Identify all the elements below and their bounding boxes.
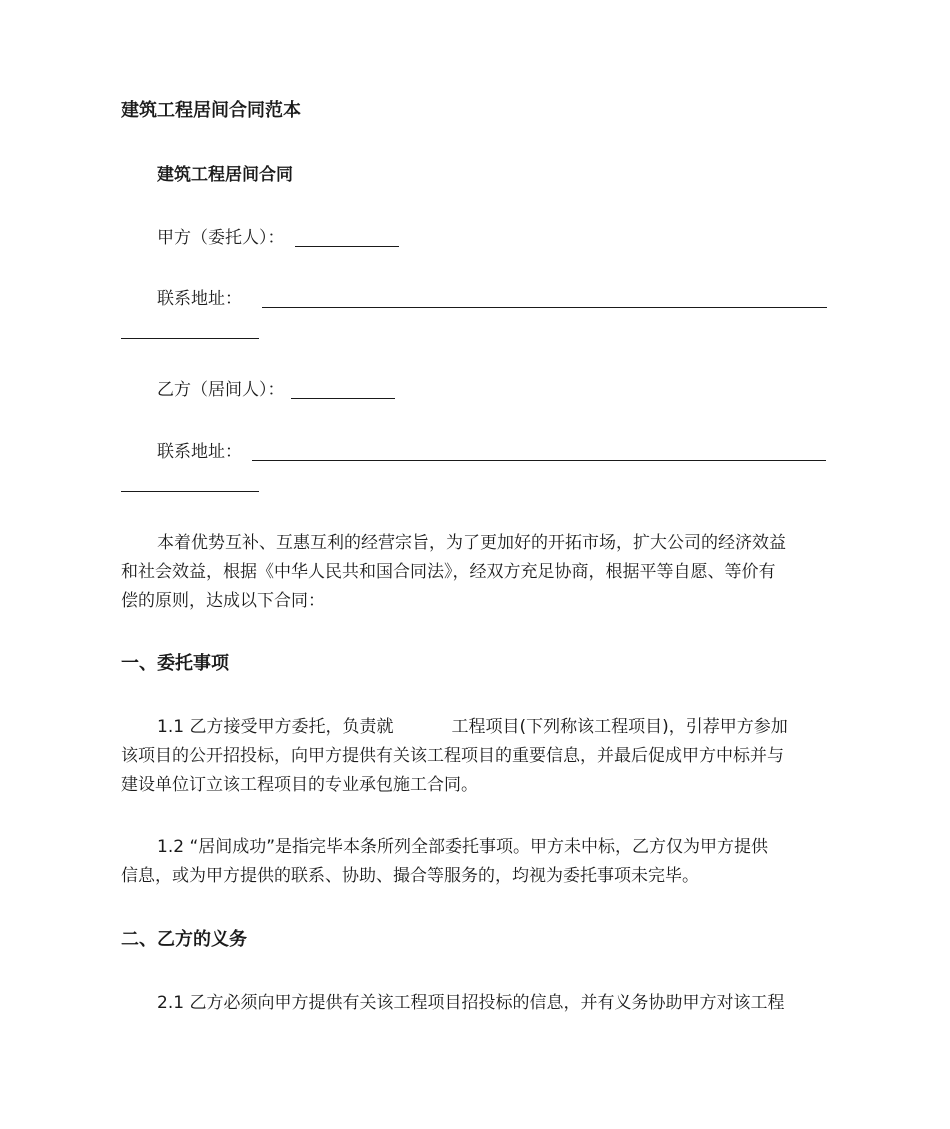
party-a-blank [295, 226, 399, 247]
intro-line-3: 偿的原则，达成以下合同： [121, 591, 325, 611]
clause-1-1-line-3: 建设单位订立该工程项目的专业承包施工合同。 [121, 775, 478, 795]
party-b-label: 乙方（居间人）： [157, 380, 285, 400]
clause-1-2-line-1: 1.2 “居间成功”是指完毕本条所列全部委托事项。甲方未中标，乙方仅为甲方提供 [157, 837, 769, 857]
section-1-heading: 一、委托事项 [121, 653, 229, 674]
party-a-label: 甲方（委托人）： [157, 228, 285, 248]
party-b-line [121, 375, 867, 405]
clause-1-2 [121, 833, 831, 891]
contract-title: 建筑工程居间合同 [157, 165, 293, 185]
intro-line-1: 本着优势互补、互惠互利的经营宗旨，为了更加好的开拓市场，扩大公司的经济效益 [157, 533, 786, 553]
intro-line-2: 和社会效益，根据《中华人民共和国合同法》，经双方充足协商，根据平等自愿、等价有 [121, 562, 776, 582]
section-2-heading: 二、乙方的义务 [121, 929, 247, 950]
document-title: 建筑工程居间合同范本 [121, 100, 301, 121]
clause-1-1-text-b: 工程项目(下列称该工程项目)，引荐甲方参加 [451, 717, 788, 737]
clause-1-1-line-1 [121, 713, 831, 742]
party-a-address-continuation [121, 315, 831, 339]
party-a-address-blank [262, 287, 827, 308]
clause-2-1-line-1: 2.1 乙方必须向甲方提供有关该工程项目招投标的信息，并有义务协助甲方对该工程 [157, 993, 785, 1013]
party-b-address-blank-2 [121, 471, 259, 492]
clause-1-1-line-2: 该项目的公开招投标，向甲方提供有关该工程项目的重要信息，并最后促成甲方中标并与 [121, 746, 784, 766]
intro-paragraph [121, 529, 831, 616]
party-b-address-line [121, 437, 867, 467]
party-a-address-label: 联系地址： [157, 289, 242, 309]
clause-1-1-text-a: 1.1 乙方接受甲方委托，负责就 [157, 717, 394, 737]
clause-2-1 [121, 989, 831, 1018]
party-b-blank [291, 378, 395, 399]
clause-1-1 [121, 713, 831, 800]
clause-1-2-line-2: 信息，或为甲方提供的联系、协助、撮合等服务的，均视为委托事项未完毕。 [121, 866, 699, 886]
party-b-address-blank [252, 440, 826, 461]
party-b-address-continuation [121, 468, 831, 492]
party-a-address-blank-2 [121, 318, 259, 339]
party-a-address-line [121, 284, 867, 314]
party-a-line [121, 223, 867, 253]
party-b-address-label: 联系地址： [157, 442, 242, 462]
